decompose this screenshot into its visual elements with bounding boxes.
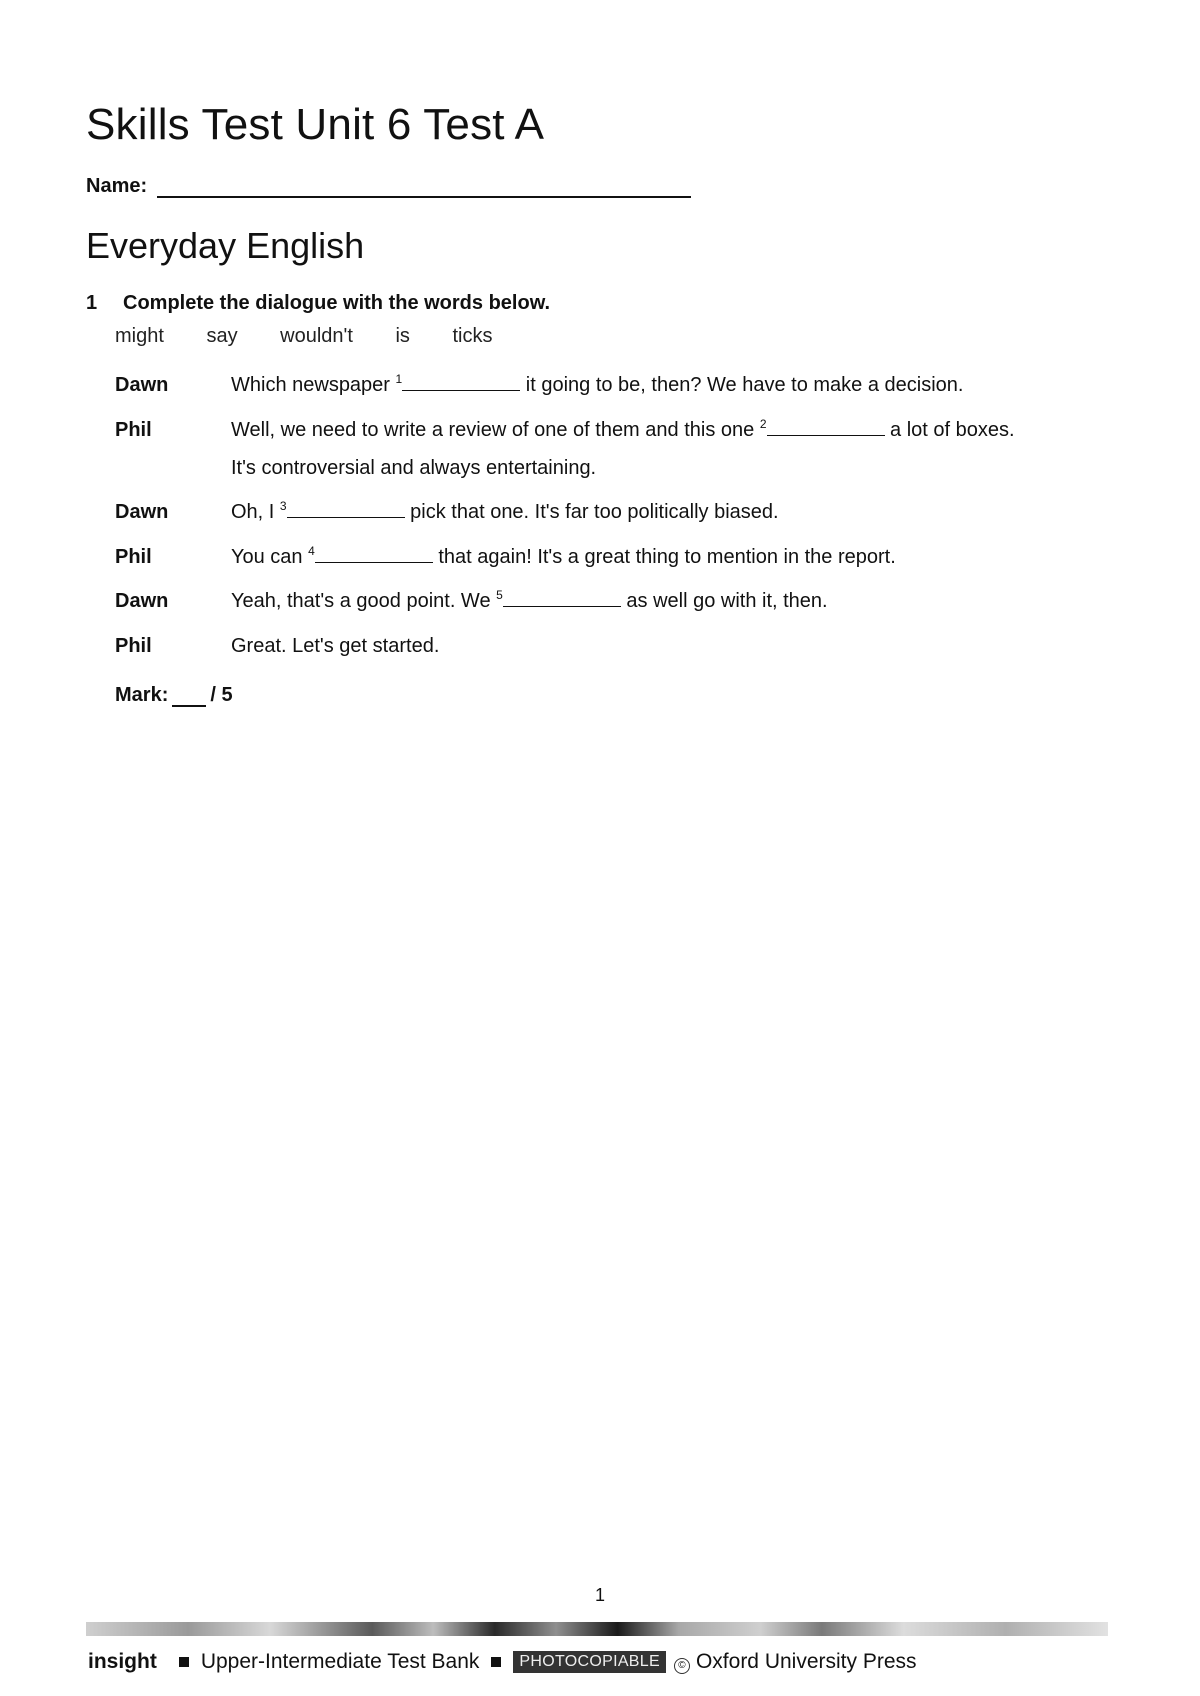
dialogue-line bbox=[115, 411, 1015, 487]
text-after-gap: that again! It's a great thing to mention in the report. bbox=[432, 546, 896, 568]
speaker-name: Phil bbox=[115, 419, 152, 441]
answer-gap[interactable] bbox=[402, 370, 520, 391]
word-bank-item: might bbox=[115, 325, 164, 347]
mark-total: / 5 bbox=[210, 684, 233, 706]
gap-number: 5 bbox=[496, 588, 503, 602]
photocopiable-badge: PHOTOCOPIABLE bbox=[513, 1651, 666, 1673]
text-after-gap: as well go with it, then. bbox=[620, 590, 828, 612]
footer-banner-image bbox=[86, 1622, 1108, 1636]
word-bank bbox=[115, 325, 530, 348]
section-heading: Everyday English bbox=[86, 225, 365, 266]
dialogue-text bbox=[231, 366, 963, 404]
copyright-icon: © bbox=[674, 1658, 690, 1674]
gap-number: 3 bbox=[279, 499, 287, 513]
speaker-name: Dawn bbox=[115, 501, 169, 523]
speaker-name: Phil bbox=[115, 546, 152, 568]
answer-gap[interactable] bbox=[287, 497, 405, 518]
dialogue-text bbox=[231, 493, 779, 531]
answer-gap[interactable] bbox=[315, 542, 433, 563]
name-label: Name: bbox=[86, 175, 148, 197]
speaker-name: Dawn bbox=[115, 590, 169, 612]
footer bbox=[88, 1650, 917, 1674]
text-continuation: It's controversial and always entertaining. bbox=[231, 457, 597, 479]
dialogue-line bbox=[115, 366, 963, 404]
speaker-name: Phil bbox=[115, 635, 152, 657]
exercise-number: 1 bbox=[86, 292, 98, 314]
footer-book-title: Upper-Intermediate Test Bank bbox=[200, 1650, 480, 1673]
square-bullet-icon bbox=[179, 1657, 189, 1667]
dialogue-text bbox=[231, 582, 828, 620]
gap-number: 4 bbox=[308, 544, 315, 558]
text-after-gap: it going to be, then? We have to make a decision. bbox=[520, 374, 964, 396]
word-bank-item: say bbox=[206, 325, 238, 347]
footer-brand: insight bbox=[88, 1650, 157, 1673]
mark-blank[interactable] bbox=[172, 687, 206, 707]
answer-gap[interactable] bbox=[767, 415, 885, 436]
publisher-name: Oxford University Press bbox=[695, 1650, 917, 1673]
text-before-gap: Which newspaper bbox=[231, 374, 396, 396]
gap-number: 2 bbox=[759, 417, 767, 431]
mark-field bbox=[115, 684, 233, 707]
footer-publisher bbox=[674, 1650, 917, 1674]
instruction-text: Complete the dialogue with the words below. bbox=[123, 292, 551, 314]
word-bank-item: is bbox=[395, 325, 410, 347]
exercise-instruction bbox=[86, 292, 550, 315]
speaker-name: Dawn bbox=[115, 374, 169, 396]
dialogue-line bbox=[115, 493, 779, 531]
answer-gap[interactable] bbox=[503, 586, 621, 607]
dialogue-line bbox=[115, 582, 828, 620]
dialogue-line bbox=[115, 627, 439, 665]
text-after-gap: a lot of boxes. bbox=[884, 419, 1015, 441]
dialogue-text bbox=[231, 411, 1015, 487]
text-before-gap: Yeah, that's a good point. We bbox=[231, 590, 497, 612]
mark-label: Mark: bbox=[115, 684, 169, 706]
gap-number: 1 bbox=[395, 372, 403, 386]
square-bullet-icon bbox=[491, 1657, 501, 1667]
text-before-gap: Oh, I bbox=[231, 501, 280, 523]
dialogue-text: Great. Let's get started. bbox=[231, 635, 440, 657]
text-after-gap: pick that one. It's far too politically biased. bbox=[404, 501, 779, 523]
word-bank-item: ticks bbox=[452, 325, 493, 347]
page-number: 1 bbox=[594, 1585, 605, 1605]
text-before-gap: Well, we need to write a review of one of them and this one bbox=[231, 419, 760, 441]
text-before-gap: You can bbox=[231, 546, 309, 568]
dialogue-text bbox=[231, 538, 896, 576]
name-blank-line bbox=[157, 178, 691, 198]
page-title: Skills Test Unit 6 Test A bbox=[86, 100, 545, 149]
word-bank-item: wouldn't bbox=[280, 325, 353, 347]
name-field bbox=[86, 175, 691, 198]
dialogue-line bbox=[115, 538, 896, 576]
